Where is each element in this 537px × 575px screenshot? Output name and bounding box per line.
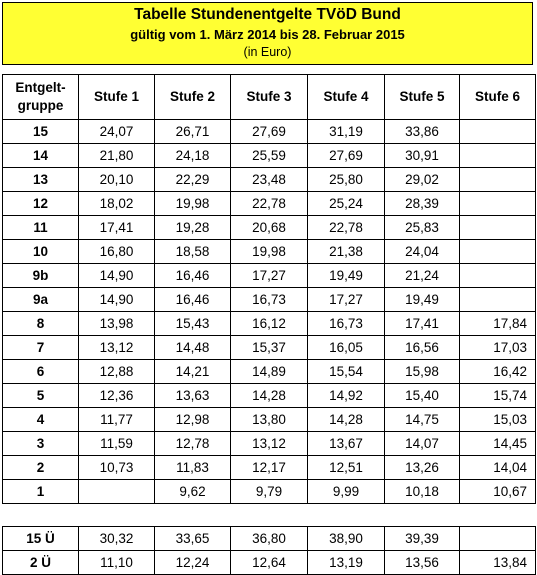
rate-cell-stufe-5: 16,56 (385, 336, 460, 360)
rate-cell-stufe-5: 15,98 (385, 360, 460, 384)
rate-cell-stufe-4: 14,92 (308, 384, 385, 408)
rate-cell-stufe-5: 13,26 (385, 456, 460, 480)
rate-cell-stufe-1: 11,10 (79, 551, 155, 575)
column-header-stufe-4: Stufe 4 (308, 75, 385, 120)
rate-cell-stufe-2: 13,63 (155, 384, 231, 408)
rate-cell-stufe-1: 11,77 (79, 408, 155, 432)
pay-group-label-line2: gruppe (17, 98, 64, 113)
rate-cell-stufe-4: 16,73 (308, 312, 385, 336)
rate-cell-stufe-1 (79, 480, 155, 504)
rate-cell-stufe-2: 18,58 (155, 240, 231, 264)
rate-cell-stufe-1: 21,80 (79, 144, 155, 168)
page-title: Tabelle Stundenentgelte TVöD Bund (134, 6, 401, 23)
column-header-stufe-5: Stufe 5 (385, 75, 460, 120)
rate-cell-stufe-1: 14,90 (79, 288, 155, 312)
rate-cell-stufe-5: 10,18 (385, 480, 460, 504)
table-row (3, 456, 536, 480)
rate-cell-stufe-1: 10,73 (79, 456, 155, 480)
rate-cell-stufe-3: 22,78 (231, 192, 308, 216)
pay-group-cell: 2 (3, 456, 79, 480)
rate-cell-stufe-5: 39,39 (385, 527, 460, 551)
table-row (3, 216, 536, 240)
rate-cell-stufe-6: 15,03 (460, 408, 536, 432)
pay-group-cell: 1 (3, 480, 79, 504)
rate-cell-stufe-4: 38,90 (308, 527, 385, 551)
rate-cell-stufe-5: 19,49 (385, 288, 460, 312)
rate-cell-stufe-6 (460, 288, 536, 312)
rate-cell-stufe-2: 24,18 (155, 144, 231, 168)
rate-cell-stufe-2: 12,78 (155, 432, 231, 456)
rate-cell-stufe-5: 25,83 (385, 216, 460, 240)
rate-cell-stufe-3: 16,12 (231, 312, 308, 336)
pay-group-cell: 11 (3, 216, 79, 240)
pay-group-cell: 9a (3, 288, 79, 312)
rate-cell-stufe-3: 12,17 (231, 456, 308, 480)
pay-group-cell: 8 (3, 312, 79, 336)
rate-cell-stufe-4: 19,49 (308, 264, 385, 288)
rate-cell-stufe-2: 16,46 (155, 264, 231, 288)
rate-cell-stufe-2: 16,46 (155, 288, 231, 312)
table-row (3, 312, 536, 336)
rate-cell-stufe-3: 13,12 (231, 432, 308, 456)
rate-cell-stufe-2: 26,71 (155, 120, 231, 144)
rate-cell-stufe-5: 15,40 (385, 384, 460, 408)
rate-cell-stufe-1: 13,98 (79, 312, 155, 336)
rate-cell-stufe-1: 12,36 (79, 384, 155, 408)
rate-cell-stufe-4: 13,67 (308, 432, 385, 456)
pay-group-label-line1: Entgelt- (15, 80, 66, 95)
rate-cell-stufe-4: 14,28 (308, 408, 385, 432)
rate-cell-stufe-3: 12,64 (231, 551, 308, 575)
rate-cell-stufe-3: 13,80 (231, 408, 308, 432)
transition-pay-table (2, 526, 536, 575)
rate-cell-stufe-4: 9,99 (308, 480, 385, 504)
pay-group-cell: 12 (3, 192, 79, 216)
pay-table (2, 74, 536, 504)
pay-group-cell: 15 Ü (3, 527, 79, 551)
rate-cell-stufe-6: 17,84 (460, 312, 536, 336)
rate-cell-stufe-5: 21,24 (385, 264, 460, 288)
rate-cell-stufe-1: 30,32 (79, 527, 155, 551)
table-row (3, 384, 536, 408)
rate-cell-stufe-2: 22,29 (155, 168, 231, 192)
rate-cell-stufe-3: 36,80 (231, 527, 308, 551)
table-row (3, 432, 536, 456)
rate-cell-stufe-6 (460, 264, 536, 288)
pay-group-cell: 9b (3, 264, 79, 288)
table-row (3, 551, 536, 575)
column-header-stufe-3: Stufe 3 (231, 75, 308, 120)
rate-cell-stufe-1: 20,10 (79, 168, 155, 192)
rate-cell-stufe-6: 17,03 (460, 336, 536, 360)
rate-cell-stufe-1: 16,80 (79, 240, 155, 264)
rate-cell-stufe-4: 16,05 (308, 336, 385, 360)
rate-cell-stufe-4: 13,19 (308, 551, 385, 575)
rate-cell-stufe-6: 14,04 (460, 456, 536, 480)
column-header-stufe-1: Stufe 1 (79, 75, 155, 120)
rate-cell-stufe-4: 31,19 (308, 120, 385, 144)
rate-cell-stufe-5: 14,75 (385, 408, 460, 432)
rate-cell-stufe-6 (460, 240, 536, 264)
rate-cell-stufe-2: 12,24 (155, 551, 231, 575)
rate-cell-stufe-2: 33,65 (155, 527, 231, 551)
pay-group-cell: 4 (3, 408, 79, 432)
table-row (3, 288, 536, 312)
rate-cell-stufe-6: 10,67 (460, 480, 536, 504)
rate-cell-stufe-4: 21,38 (308, 240, 385, 264)
table-row (3, 192, 536, 216)
rate-cell-stufe-6 (460, 527, 536, 551)
table-row (3, 360, 536, 384)
rate-cell-stufe-3: 14,89 (231, 360, 308, 384)
rate-cell-stufe-6 (460, 168, 536, 192)
rate-cell-stufe-1: 12,88 (79, 360, 155, 384)
rate-cell-stufe-5: 14,07 (385, 432, 460, 456)
rate-cell-stufe-5: 29,02 (385, 168, 460, 192)
rate-cell-stufe-4: 25,24 (308, 192, 385, 216)
rate-cell-stufe-3: 20,68 (231, 216, 308, 240)
rate-cell-stufe-3: 14,28 (231, 384, 308, 408)
table-row (3, 168, 536, 192)
table-row (3, 480, 536, 504)
column-header-pay-group (3, 75, 79, 120)
table-row (3, 408, 536, 432)
rate-cell-stufe-2: 12,98 (155, 408, 231, 432)
rate-cell-stufe-5: 33,86 (385, 120, 460, 144)
rate-cell-stufe-1: 18,02 (79, 192, 155, 216)
table-row (3, 144, 536, 168)
pay-group-cell: 15 (3, 120, 79, 144)
rate-cell-stufe-5: 17,41 (385, 312, 460, 336)
rate-cell-stufe-2: 9,62 (155, 480, 231, 504)
rate-cell-stufe-6: 14,45 (460, 432, 536, 456)
rate-cell-stufe-1: 13,12 (79, 336, 155, 360)
table-header-row (3, 75, 536, 120)
rate-cell-stufe-6 (460, 144, 536, 168)
column-header-stufe-2: Stufe 2 (155, 75, 231, 120)
rate-cell-stufe-1: 14,90 (79, 264, 155, 288)
rate-cell-stufe-5: 28,39 (385, 192, 460, 216)
rate-cell-stufe-4: 15,54 (308, 360, 385, 384)
pay-group-cell: 2 Ü (3, 551, 79, 575)
rate-cell-stufe-2: 15,43 (155, 312, 231, 336)
pay-group-cell: 13 (3, 168, 79, 192)
rate-cell-stufe-3: 19,98 (231, 240, 308, 264)
column-header-stufe-6: Stufe 6 (460, 75, 536, 120)
rate-cell-stufe-3: 25,59 (231, 144, 308, 168)
table-header-box (2, 2, 533, 65)
table-row (3, 240, 536, 264)
rate-cell-stufe-3: 15,37 (231, 336, 308, 360)
rate-cell-stufe-2: 14,48 (155, 336, 231, 360)
pay-group-cell: 3 (3, 432, 79, 456)
rate-cell-stufe-2: 19,98 (155, 192, 231, 216)
rate-cell-stufe-5: 13,56 (385, 551, 460, 575)
rate-cell-stufe-4: 25,80 (308, 168, 385, 192)
validity-period: gültig vom 1. März 2014 bis 28. Februar 2015 (130, 27, 405, 42)
rate-cell-stufe-6: 13,84 (460, 551, 536, 575)
rate-cell-stufe-5: 24,04 (385, 240, 460, 264)
rate-cell-stufe-2: 14,21 (155, 360, 231, 384)
rate-cell-stufe-1: 17,41 (79, 216, 155, 240)
currency-unit: (in Euro) (243, 45, 292, 59)
rate-cell-stufe-6: 16,42 (460, 360, 536, 384)
rate-cell-stufe-6 (460, 120, 536, 144)
rate-cell-stufe-3: 17,27 (231, 264, 308, 288)
rate-cell-stufe-4: 22,78 (308, 216, 385, 240)
table-row (3, 120, 536, 144)
rate-cell-stufe-6 (460, 216, 536, 240)
rate-cell-stufe-4: 12,51 (308, 456, 385, 480)
rate-cell-stufe-4: 17,27 (308, 288, 385, 312)
table-row (3, 264, 536, 288)
rate-cell-stufe-3: 23,48 (231, 168, 308, 192)
rate-cell-stufe-4: 27,69 (308, 144, 385, 168)
rate-cell-stufe-3: 16,73 (231, 288, 308, 312)
rate-cell-stufe-3: 27,69 (231, 120, 308, 144)
pay-group-cell: 6 (3, 360, 79, 384)
rate-cell-stufe-6: 15,74 (460, 384, 536, 408)
rate-cell-stufe-2: 11,83 (155, 456, 231, 480)
rate-cell-stufe-1: 11,59 (79, 432, 155, 456)
pay-group-cell: 5 (3, 384, 79, 408)
table-row (3, 336, 536, 360)
rate-cell-stufe-6 (460, 192, 536, 216)
pay-group-cell: 7 (3, 336, 79, 360)
pay-group-cell: 10 (3, 240, 79, 264)
table-row (3, 527, 536, 551)
rate-cell-stufe-5: 30,91 (385, 144, 460, 168)
rate-cell-stufe-2: 19,28 (155, 216, 231, 240)
rate-cell-stufe-1: 24,07 (79, 120, 155, 144)
pay-group-cell: 14 (3, 144, 79, 168)
rate-cell-stufe-3: 9,79 (231, 480, 308, 504)
